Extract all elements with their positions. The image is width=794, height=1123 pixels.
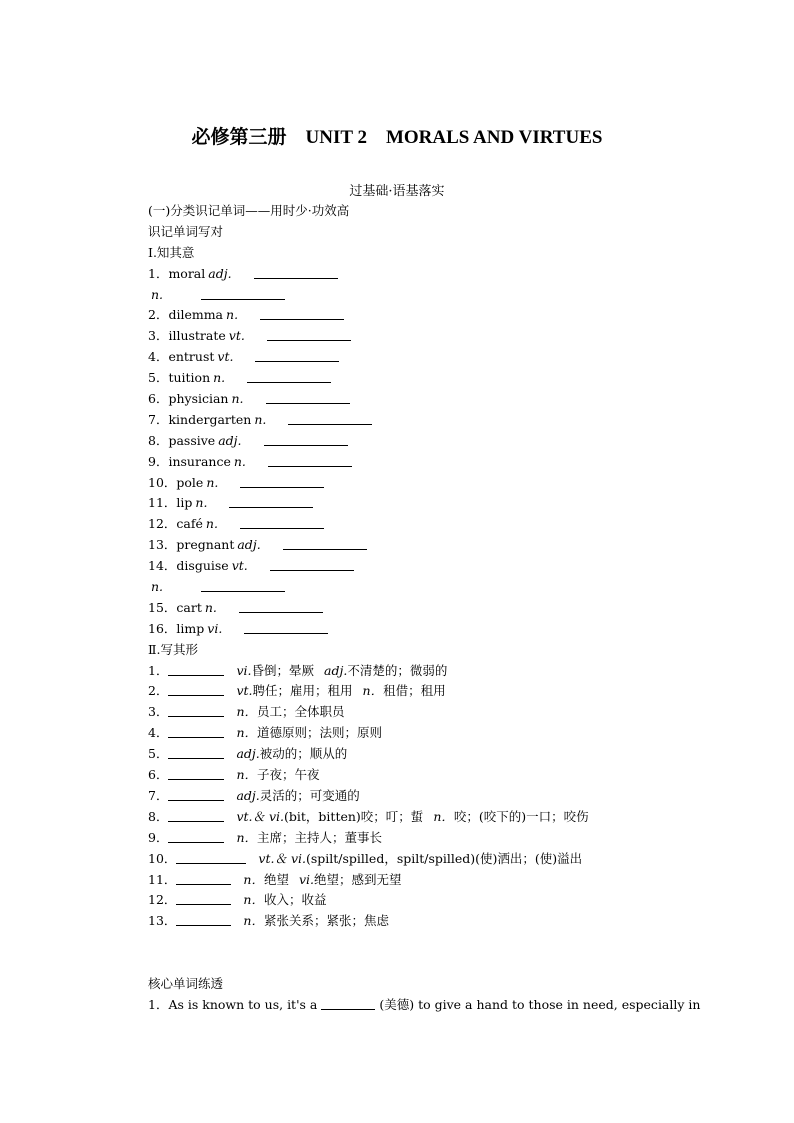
vocab-meaning-list [148,264,688,640]
vocab-item [148,598,688,619]
answer-blank[interactable] [176,911,231,926]
answer-blank[interactable] [229,493,313,508]
item-number: 3． [148,328,169,344]
item-pos: adj. [218,432,242,448]
vocab-item [148,264,688,285]
item-meaning: 紧张关系；紧张；焦虑 [263,913,389,929]
vocab-item [148,681,688,702]
item-word: pole [176,474,204,490]
answer-blank[interactable] [176,870,231,885]
item-pos: vt. [231,558,248,574]
item-number: 11． [148,495,177,511]
item-pos: n. [226,307,239,323]
answer-blank[interactable] [240,514,324,529]
vocab-item [148,661,688,682]
item-pos: n. [204,599,217,615]
answer-blank[interactable] [244,619,328,634]
item-pos: n． [243,913,264,929]
answer-blank[interactable] [168,828,224,843]
vocab-form-list [148,661,688,933]
item-number: 1． [148,662,169,678]
part-heading: (一)分类识记单词——用时少·功效高 [148,203,350,218]
vocab-item [148,577,688,598]
worksheet-content [148,201,701,1016]
item-meaning-2: 不清楚的；微弱的 [347,662,448,678]
item-number: 2． [148,307,169,323]
vocab-item [148,890,688,911]
vocab-item [148,765,688,786]
item-pos: adj. [208,265,232,281]
item-meaning: 绝望 [263,871,289,887]
item-pos: adj. [237,537,261,553]
item-number: 12． [148,892,177,908]
vocab-item [148,744,688,765]
vocab-item [148,431,688,452]
answer-blank[interactable] [268,452,352,467]
answer-blank[interactable] [201,577,285,592]
vocab-item [148,807,688,828]
item-word: tuition [168,370,211,386]
vocab-item [148,347,688,368]
page-title: 必修第三册 UNIT 2 MORALS AND VIRTUES [191,127,603,148]
section-heading: 过基础·语基落实 [349,184,445,199]
answer-blank[interactable] [264,431,348,446]
answer-blank[interactable] [168,702,224,717]
item-number: 6． [148,391,169,407]
item-number: 4． [148,349,169,365]
item-pos-2: n． [362,683,384,699]
answer-blank[interactable] [247,368,331,383]
group1-heading: Ⅰ.知其意 [148,244,195,260]
answer-blank[interactable] [168,681,224,696]
item-meaning: (bit，bitten)咬；叮；蜇 [284,808,424,824]
item-meaning: 昏倒；晕厥 [251,662,315,678]
item-pos: adj. [236,787,260,803]
item-pos: n. [231,391,244,407]
vocab-item [148,535,688,556]
vocab-item [148,723,688,744]
answer-blank[interactable] [176,849,246,864]
answer-blank[interactable] [239,598,323,613]
answer-blank[interactable] [168,786,224,801]
answer-blank[interactable] [255,347,339,362]
item-meaning: 聘任；雇用；租用 [252,683,353,699]
vocab-item [148,870,688,891]
item-pos: n． [243,892,264,908]
vocab-item [148,619,688,640]
item-pos: n. [233,453,246,469]
item-meaning: 被动的；顺从的 [259,746,348,762]
item-word: illustrate [168,328,226,344]
core-question-1 [148,995,701,1016]
item-pos: n. [151,286,164,302]
item-number: 15． [148,599,177,615]
item-pos: n． [243,871,264,887]
answer-blank[interactable] [201,285,285,300]
item-pos: n． [236,829,258,845]
item-number: 5． [148,746,169,762]
part-subheading: 识记单词写对 [148,223,224,239]
answer-blank[interactable] [168,723,224,738]
item-pos: n． [236,704,258,720]
vocab-item [148,849,688,870]
item-number: 16． [148,620,177,636]
item-number: 7． [148,787,169,803]
item-word: lip [176,495,193,511]
item-meaning: (spilt/spilled，spilt/spilled)(使)洒出；(使)溢出 [305,850,583,866]
item-word: disguise [176,558,229,574]
answer-blank[interactable] [267,326,351,341]
item-number: 13． [148,537,177,553]
item-word: passive [168,432,216,448]
item-pos: vt. [217,349,234,365]
item-number: 4． [148,725,169,741]
vocab-item [148,368,688,389]
item-number: 8． [148,808,169,824]
item-meaning-2: 租借；租用 [383,683,446,699]
answer-blank[interactable] [288,410,372,425]
vocab-item [148,702,688,723]
item-word: limp [176,620,205,636]
vocab-item [148,473,688,494]
answer-blank[interactable] [168,661,224,676]
item-meaning: 道德原则；法则；原则 [257,725,383,741]
question-hint: (美德) [379,997,415,1013]
item-pos-2: adj. [324,662,348,678]
item-word: dilemma [168,307,224,323]
item-number: 13． [148,913,177,929]
answer-blank[interactable] [321,995,375,1010]
group2-heading: Ⅱ.写其形 [148,641,198,657]
vocab-item [148,389,688,410]
item-pos: n. [213,370,226,386]
vocab-item [148,493,688,514]
item-word: cart [176,599,202,615]
vocab-item [148,514,688,535]
item-pos: vt.＆ vi. [236,808,285,824]
item-word: physician [168,391,229,407]
answer-blank[interactable] [176,890,231,905]
answer-blank[interactable] [266,389,350,404]
vocab-item [148,305,688,326]
item-pos: vi. [236,662,252,678]
item-number: 11． [148,871,177,887]
vocab-item [148,285,688,306]
answer-blank[interactable] [260,305,344,320]
answer-blank[interactable] [168,765,224,780]
vocab-item [148,326,688,347]
item-number: 2． [148,683,169,699]
item-meaning: 灵活的；可变通的 [259,787,360,803]
item-pos: n． [236,725,258,741]
item-meaning: 主席；主持人；董事长 [257,829,383,845]
item-pos: n. [206,474,219,490]
item-pos: n． [236,767,258,783]
answer-blank[interactable] [168,744,224,759]
answer-blank[interactable] [168,807,224,822]
item-meaning-2: 咬；(咬下的)一口；咬伤 [453,808,589,824]
question-text-after: to give a hand to those in need, especially in [418,997,701,1013]
vocab-item [148,556,688,577]
item-number: 8． [148,432,169,448]
item-meaning: 子夜；午夜 [257,767,320,783]
item-number: 9． [148,453,169,469]
item-pos: n. [195,495,208,511]
answer-blank[interactable] [283,535,367,550]
answer-blank[interactable] [270,556,354,571]
answer-blank[interactable] [240,473,324,488]
item-pos-2: n． [433,808,454,824]
item-number: 3． [148,704,169,720]
item-pos: n. [205,516,218,532]
item-number: 14． [148,558,177,574]
item-number: 5． [148,370,169,386]
question-text-before: 1．As is known to us, it's a [148,997,318,1013]
item-word: insurance [168,453,231,469]
item-word: entrust [168,349,215,365]
vocab-item [148,786,688,807]
item-pos: vt.＆ vi. [258,850,306,866]
answer-blank[interactable] [254,264,338,279]
item-number: 12． [148,516,177,532]
core-heading: 核心单词练透 [148,976,224,992]
item-number: 7． [148,411,169,427]
item-number: 10． [148,850,177,866]
vocab-item [148,911,688,932]
item-meaning: 收入；收益 [263,892,327,908]
vocab-item [148,452,688,473]
vocab-item [148,410,688,431]
item-pos-2: vi. [298,871,315,887]
item-meaning-2: 绝望；感到无望 [314,871,402,887]
vocab-item [148,828,688,849]
item-pos: vt. [228,328,245,344]
item-pos: adj. [236,746,260,762]
item-meaning: 员工；全体职员 [257,704,345,720]
item-number: 1． [148,265,169,281]
item-word: kindergarten [168,411,252,427]
item-number: 6． [148,767,169,783]
item-pos: vi. [207,620,223,636]
item-word: moral [168,265,206,281]
item-pos: n. [254,411,267,427]
item-word: pregnant [176,537,235,553]
item-pos: n. [151,579,164,595]
item-word: café [176,516,203,532]
item-number: 10． [148,474,177,490]
item-pos: vt. [236,683,253,699]
item-number: 9． [148,829,169,845]
